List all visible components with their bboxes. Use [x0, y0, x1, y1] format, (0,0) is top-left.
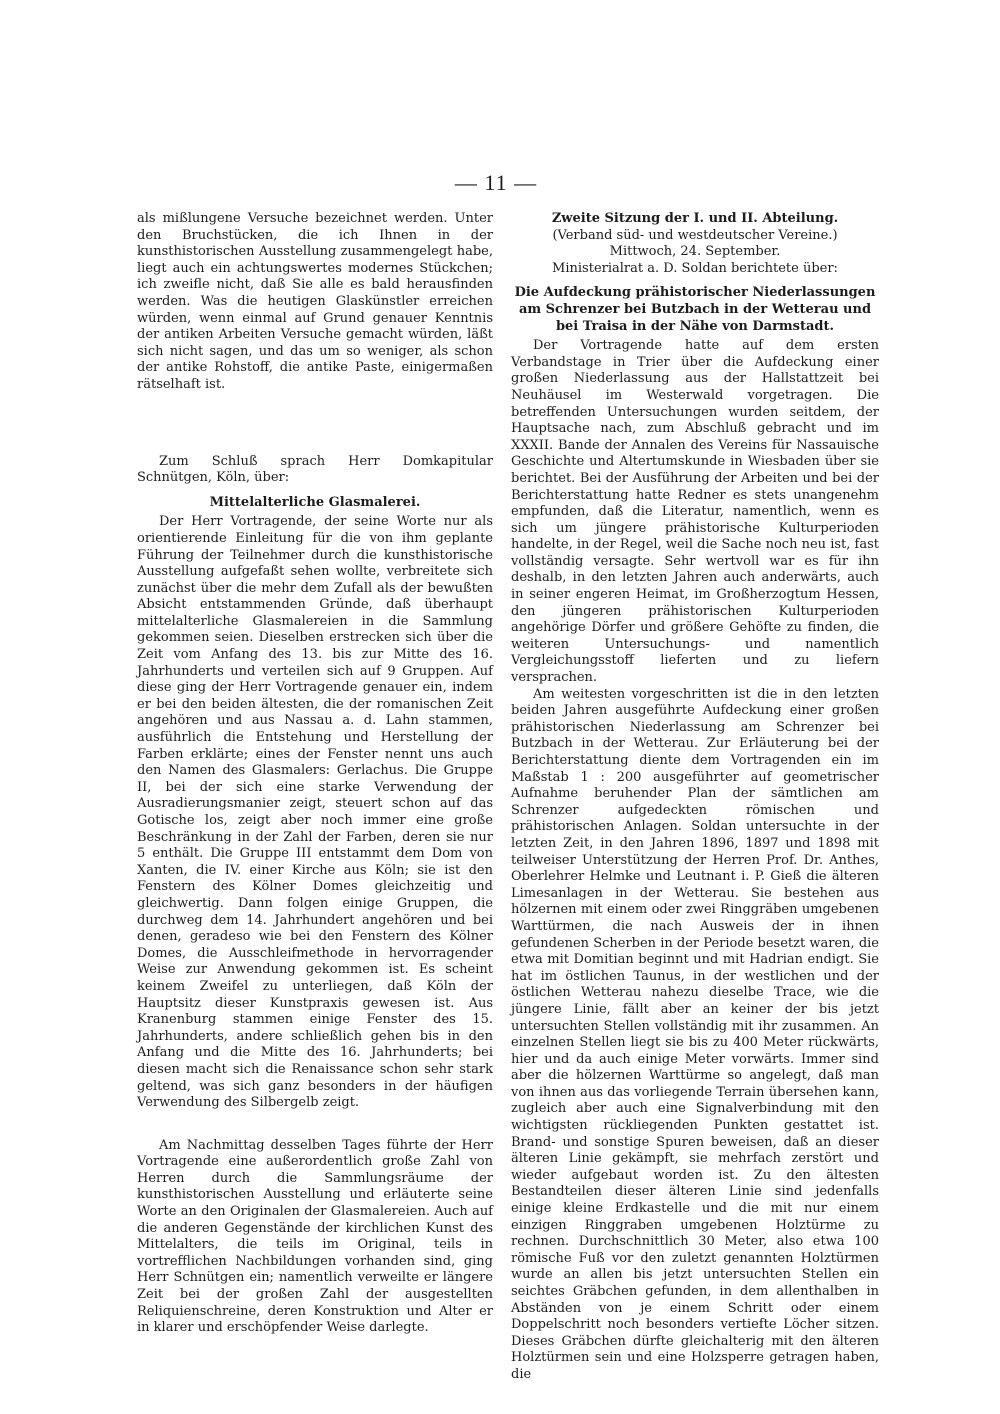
- paragraph-afternoon-tour: Am Nachmittag desselben Tages führte der Herr Vortragende eine außerordentlich große Zahl von Herren durch die Sammlungsräume der kunsthistorischen Ausstellung und erläuterte seine Worte an den Originalen der Glasmalereien. Auch auf die anderen Gegenstände der kirchlichen Kunst des Mittelalters, die teils im Original, teils in vortrefflichen Nachbildungen vorhanden sind, ging Herr Schnütgen ein; namentlich verweilte er längere Zeit bei der großen Zahl der ausgestellten Reliquienschreine, deren Konstruktion und Alter er in klarer und erschöpfender Weise darlegte.: [137, 1137, 493, 1336]
- lecture-topic: Die Aufdeckung prähistorischer Niederlassungen am Schrenzer bei Butzbach in der Wetterau und bei Traisa in der Nähe von Darmstadt.: [514, 285, 876, 334]
- page-number: — 11 —: [454, 170, 538, 195]
- paragraph-schrenzer: Am weitesten vorgeschritten ist die in den letzten beiden Jahren ausgeführte Aufdeckung einer großen prähistorischen Niederlassung am Schrenzer bei Butzbach in der Wetterau. Zur Erläuterung bei der Berichterstattung diente dem Vortragenden ein im Maßstab 1 : 200 ausgeführter auf geometrischer Aufnahme beruhender Plan der sämtlichen am Schrenzer aufgedeckten römischen und prähistorischen Anlagen. Soldan untersuchte in der letzten Zeit, in den Jahren 1896, 1897 und 1898 mit teilweiser Unterstützung der Herren Prof. Dr. Anthes, Oberlehrer Helmke und Leutnant i. P. Gieß die älteren Limesanlagen in der Wetterau. Sie bestehen aus hölzernen mit einem oder zwei Ringgräben umgebenen Warttürmen, die nach Ausweis der in ihnen gefundenen Scherben in der Periode besetzt waren, die etwa mit Domitian beginnt und mit Hadrian endigt. Sie hat im östlichen Taunus, in der westlichen und der östlichen Wetterau nahezu dieselbe Trace, wie die jüngere Linie, fällt aber an keiner der bis jetzt untersuchten Stellen vollständig mit ihr zusammen. An einzelnen Stellen liegt sie bis zu 400 Meter rückwärts, hier und da auch einige Meter vorwärts. Immer sind aber die hölzernen Warttürme so angelegt, daß man von ihnen aus das vorliegende Terrain übersehen kann, zugleich aber auch eine Signalverbindung mit den wichtigsten rückliegenden Punkten gestattet ist. Brand- und sonstige Spuren beweisen, daß an dieser älteren Linie gekämpft, sie mehrfach zerstört und wieder aufgebaut worden ist. Zu den ältesten Bestandteilen dieser älteren Linie sind jedenfalls einige kleine Erdkastelle und die mit nur einem einzigen Ringgraben umgebenen Holztürme zu rechnen. Durchschnittlich 30 Meter, also etwa 100 römische Fuß vor den zuletzt genannten Holztürmen wurde an allen bis jetzt untersuchten Stellen ein seichtes Gräbchen gefunden, in dem allenthalben in Abständen von je einem Schritt oder einem Doppelschritt noch besonders vertiefte Löcher sitzen. Dieses Gräbchen dürfte gleichalterig mit den älteren Holztürmen sein und eine Holzsperre getragen haben, die: [511, 686, 879, 1382]
- speaker-line: Ministerialrat a. D. Soldan berichtete über:: [552, 260, 838, 276]
- left-column: [137, 211, 493, 1337]
- paragraph-glass-conclusion: als mißlungene Versuche bezeichnet werden. Unter den Bruchstücken, die ich Ihnen in der kunsthistorischen Ausstellung zusammengelegt habe, liegt auch ein achtungswertes modernes Stückchen; ich zweifle nicht, daß Sie alle es bald herausfinden werden. Was die heutigen Glaskünstler erreichen würden, wenn einmal auf Grund genauer Kenntnis der antiken Arbeiten Versuche gemacht würden, läßt sich nicht sagen, und das um so weniger, als schon der antike Rohstoff, die antike Paste, einigermaßen rätselhaft ist.: [137, 211, 493, 392]
- right-column: [511, 211, 879, 1384]
- section-heading-glasmalerei: Mittelalterliche Glasmalerei.: [209, 494, 421, 510]
- paragraph-glasmalerei: Der Herr Vortragende, der seine Worte nur als orientierende Einleitung für die von ihm geplante Führung der Teilnehmer durch die kunsthistorische Ausstellung aufgefaßt sehen wollte, verbreitete sich zunächst über die mehr dem Zufall als der bewußten Absicht entstammenden Gründe, daß überhaupt mittelalterliche Glasmalereien in die Sammlung gekommen seien. Dieselben erstrecken sich über die Zeit vom Anfang des 13. bis zur Mitte des 16. Jahrhunderts und verteilen sich auf 9 Gruppen. Auf diese ging der Herr Vortragende genauer ein, indem er bei den beiden ältesten, die der romanischen Zeit angehören und aus Nassau a. d. Lahn stammen, ausführlich die Entstehung und Herstellung der Farben erklärte; eines der Fenster nennt uns auch den Namen des Glasmalers: Gerlachus. Die Gruppe II, bei der sich eine starke Verwendung der Ausradierungsmanier zeigt, steuert schon auf das Gotische los, zeigt aber noch immer eine große Beschränkung in der Zahl der Farben, deren sie nur 5 enthält. Die Gruppe III entstammt dem Dom von Xanten, die IV. einer Kirche aus Köln; sie ist den Fenstern des Kölner Domes gleichzeitig und gleichwertig. Dann folgen einige Gruppen, die durchweg dem 14. Jahrhundert angehören und bei denen, geradeso wie bei den Fenstern des Kölner Domes, die Ausschleifmethode in hervorragender Weise zur Anwendung gekommen ist. Es scheint keinem Zweifel zu unterliegen, daß Köln der Hauptsitz dieser Kunstpraxis gewesen ist. Aus Kranenburg stammen einige Fenster des 15. Jahrhunderts, andere schließlich gehen bis in den Anfang und die Mitte des 16. Jahrhunderts; bei diesen macht sich die Renaissance schon sehr stark geltend, was sich ganz besonders in der häufigen Verwendung des Silbergelb zeigt.: [137, 514, 493, 1111]
- paragraph-prehistoric-intro: Der Vortragende hatte auf dem ersten Verbandstage in Trier über die Aufdeckung einer großen Niederlassung aus der Hallstattzeit bei Neuhäusel im Westerwald vorgetragen. Die betreffenden Untersuchungen wurden seitdem, der Hauptsache nach, zum Abschluß gebracht und im XXXII. Bande der Annalen des Vereins für Nassauische Geschichte und Altertumskunde in Wiesbaden über sie berichtet. Bei der Ausführung der Arbeiten und bei der Berichterstattung hatte Redner es stets unangenehm empfunden, daß die Literatur, namentlich, wenn es sich um jüngere prähistorische Kulturperioden handelte, in der Regel, weil die Sache noch neu ist, fast vollständig versagte. Sehr wertvoll war es für ihn deshalb, in den letzten Jahren auch anderwärts, auch in seiner engeren Heimat, im Großherzogtum Hessen, den jüngeren prähistorischen Kulturperioden angehörige Dörfer und größere Gehöfte zu finden, die weiteren Untersuchungs- und namentlich Vergleichungsstoff lieferten und zu liefern versprachen.: [511, 338, 879, 686]
- session-subheading: (Verband süd- und westdeutscher Vereine.): [552, 227, 838, 243]
- speaker-intro: Zum Schluß sprach Herr Domkapitular Schnütgen, Köln, über:: [137, 453, 493, 486]
- session-heading: Zweite Sitzung der I. und II. Abteilung.: [551, 211, 839, 226]
- session-date: Mittwoch, 24. September.: [609, 244, 781, 260]
